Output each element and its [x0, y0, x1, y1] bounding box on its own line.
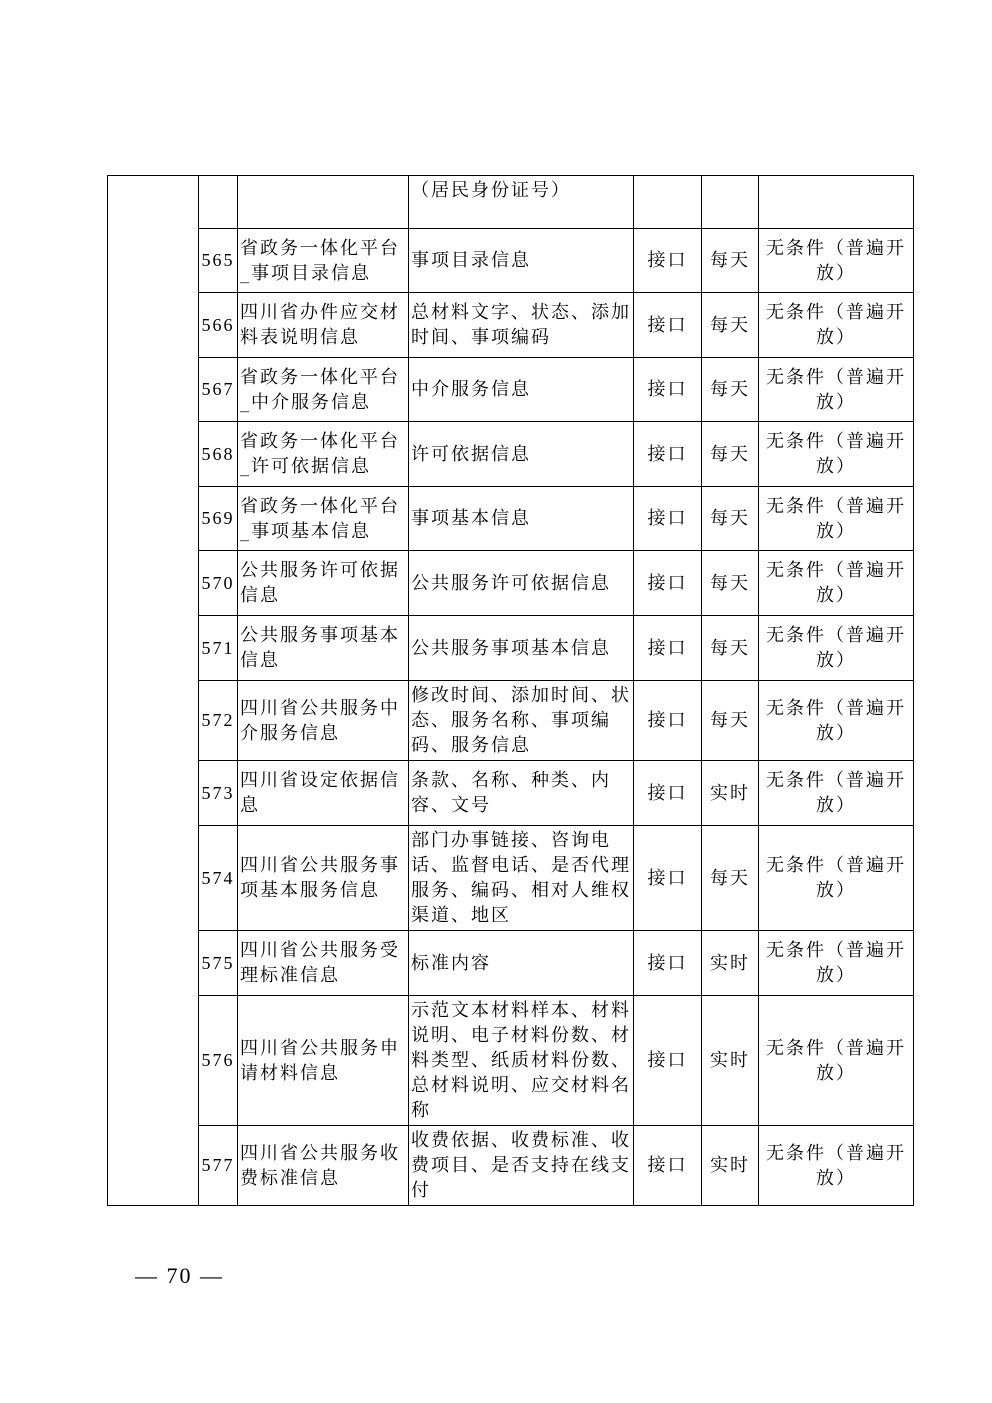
row-number-cell	[199, 176, 238, 229]
update-frequency-cell: 每天	[702, 293, 759, 358]
open-condition-cell: 无条件（普遍开放）	[759, 358, 914, 422]
content-cell: 许可依据信息	[409, 422, 634, 487]
open-condition-cell	[759, 176, 914, 229]
row-number-cell: 574	[199, 826, 238, 931]
share-method-cell: 接口	[634, 681, 702, 761]
update-frequency-cell: 每天	[702, 826, 759, 931]
resource-name-cell: 四川省设定依据信息	[238, 761, 409, 826]
update-frequency-cell: 每天	[702, 551, 759, 616]
share-method-cell: 接口	[634, 422, 702, 487]
share-method-cell: 接口	[634, 996, 702, 1126]
row-number-cell: 572	[199, 681, 238, 761]
update-frequency-cell: 每天	[702, 616, 759, 681]
resource-name-cell: 四川省公共服务事项基本服务信息	[238, 826, 409, 931]
category-cell	[108, 176, 199, 1206]
content-cell: 事项目录信息	[409, 229, 634, 293]
update-frequency-cell: 实时	[702, 931, 759, 996]
table-row	[108, 551, 914, 616]
row-number-cell: 573	[199, 761, 238, 826]
table-row	[108, 358, 914, 422]
content-cell: 总材料文字、状态、添加时间、事项编码	[409, 293, 634, 358]
update-frequency-cell: 实时	[702, 996, 759, 1126]
open-condition-cell: 无条件（普遍开放）	[759, 422, 914, 487]
row-number-cell: 566	[199, 293, 238, 358]
content-cell: （居民身份证号）	[409, 176, 634, 229]
open-condition-cell: 无条件（普遍开放）	[759, 229, 914, 293]
open-condition-cell: 无条件（普遍开放）	[759, 551, 914, 616]
table-row	[108, 487, 914, 551]
table-row	[108, 826, 914, 931]
table-row	[108, 616, 914, 681]
update-frequency-cell: 实时	[702, 1126, 759, 1206]
row-number-cell: 567	[199, 358, 238, 422]
table-row	[108, 422, 914, 487]
open-condition-cell: 无条件（普遍开放）	[759, 293, 914, 358]
open-condition-cell: 无条件（普遍开放）	[759, 761, 914, 826]
table-row	[108, 293, 914, 358]
share-method-cell: 接口	[634, 826, 702, 931]
share-method-cell: 接口	[634, 551, 702, 616]
resource-name-cell: 四川省公共服务申请材料信息	[238, 996, 409, 1126]
share-method-cell: 接口	[634, 931, 702, 996]
row-number-cell: 577	[199, 1126, 238, 1206]
open-condition-cell: 无条件（普遍开放）	[759, 996, 914, 1126]
content-cell: 公共服务事项基本信息	[409, 616, 634, 681]
open-condition-cell: 无条件（普遍开放）	[759, 1126, 914, 1206]
content-cell: 部门办事链接、咨询电话、监督电话、是否代理服务、编码、相对人维权渠道、地区	[409, 826, 634, 931]
open-condition-cell: 无条件（普遍开放）	[759, 616, 914, 681]
open-condition-cell: 无条件（普遍开放）	[759, 487, 914, 551]
open-condition-cell: 无条件（普遍开放）	[759, 826, 914, 931]
share-method-cell: 接口	[634, 229, 702, 293]
content-cell: 事项基本信息	[409, 487, 634, 551]
resource-name-cell: 省政务一体化平台_许可依据信息	[238, 422, 409, 487]
content-cell: 收费依据、收费标准、收费项目、是否支持在线支付	[409, 1126, 634, 1206]
share-method-cell: 接口	[634, 1126, 702, 1206]
share-method-cell: 接口	[634, 761, 702, 826]
resource-name-cell: 省政务一体化平台_事项基本信息	[238, 487, 409, 551]
share-method-cell	[634, 176, 702, 229]
content-cell: 公共服务许可依据信息	[409, 551, 634, 616]
resource-name-cell: 公共服务事项基本信息	[238, 616, 409, 681]
row-number-cell: 569	[199, 487, 238, 551]
row-number-cell: 565	[199, 229, 238, 293]
content-cell: 标准内容	[409, 931, 634, 996]
resource-name-cell: 四川省公共服务中介服务信息	[238, 681, 409, 761]
open-condition-cell: 无条件（普遍开放）	[759, 681, 914, 761]
resource-name-cell: 公共服务许可依据信息	[238, 551, 409, 616]
share-method-cell: 接口	[634, 616, 702, 681]
resource-name-cell: 四川省公共服务收费标准信息	[238, 1126, 409, 1206]
table-row	[108, 761, 914, 826]
update-frequency-cell: 每天	[702, 487, 759, 551]
content-cell: 条款、名称、种类、内容、文号	[409, 761, 634, 826]
resource-name-cell: 四川省公共服务受理标准信息	[238, 931, 409, 996]
data-catalog-table	[107, 175, 914, 1206]
page-number: — 70 —	[135, 1263, 224, 1288]
row-number-cell: 575	[199, 931, 238, 996]
table-row	[108, 229, 914, 293]
share-method-cell: 接口	[634, 487, 702, 551]
resource-name-cell: 省政务一体化平台_中介服务信息	[238, 358, 409, 422]
resource-name-cell	[238, 176, 409, 229]
update-frequency-cell: 每天	[702, 422, 759, 487]
share-method-cell: 接口	[634, 358, 702, 422]
content-cell: 修改时间、添加时间、状态、服务名称、事项编码、服务信息	[409, 681, 634, 761]
table-row	[108, 176, 914, 229]
update-frequency-cell: 实时	[702, 761, 759, 826]
table-row	[108, 931, 914, 996]
row-number-cell: 570	[199, 551, 238, 616]
row-number-cell: 568	[199, 422, 238, 487]
content-cell: 示范文本材料样本、材料说明、电子材料份数、材料类型、纸质材料份数、总材料说明、应交材料名称	[409, 996, 634, 1126]
update-frequency-cell: 每天	[702, 358, 759, 422]
resource-name-cell: 省政务一体化平台_事项目录信息	[238, 229, 409, 293]
share-method-cell: 接口	[634, 293, 702, 358]
open-condition-cell: 无条件（普遍开放）	[759, 931, 914, 996]
update-frequency-cell	[702, 176, 759, 229]
table-row	[108, 1126, 914, 1206]
row-number-cell: 576	[199, 996, 238, 1126]
resource-name-cell: 四川省办件应交材料表说明信息	[238, 293, 409, 358]
content-cell: 中介服务信息	[409, 358, 634, 422]
table-row	[108, 681, 914, 761]
update-frequency-cell: 每天	[702, 681, 759, 761]
update-frequency-cell: 每天	[702, 229, 759, 293]
table-row	[108, 996, 914, 1126]
row-number-cell: 571	[199, 616, 238, 681]
